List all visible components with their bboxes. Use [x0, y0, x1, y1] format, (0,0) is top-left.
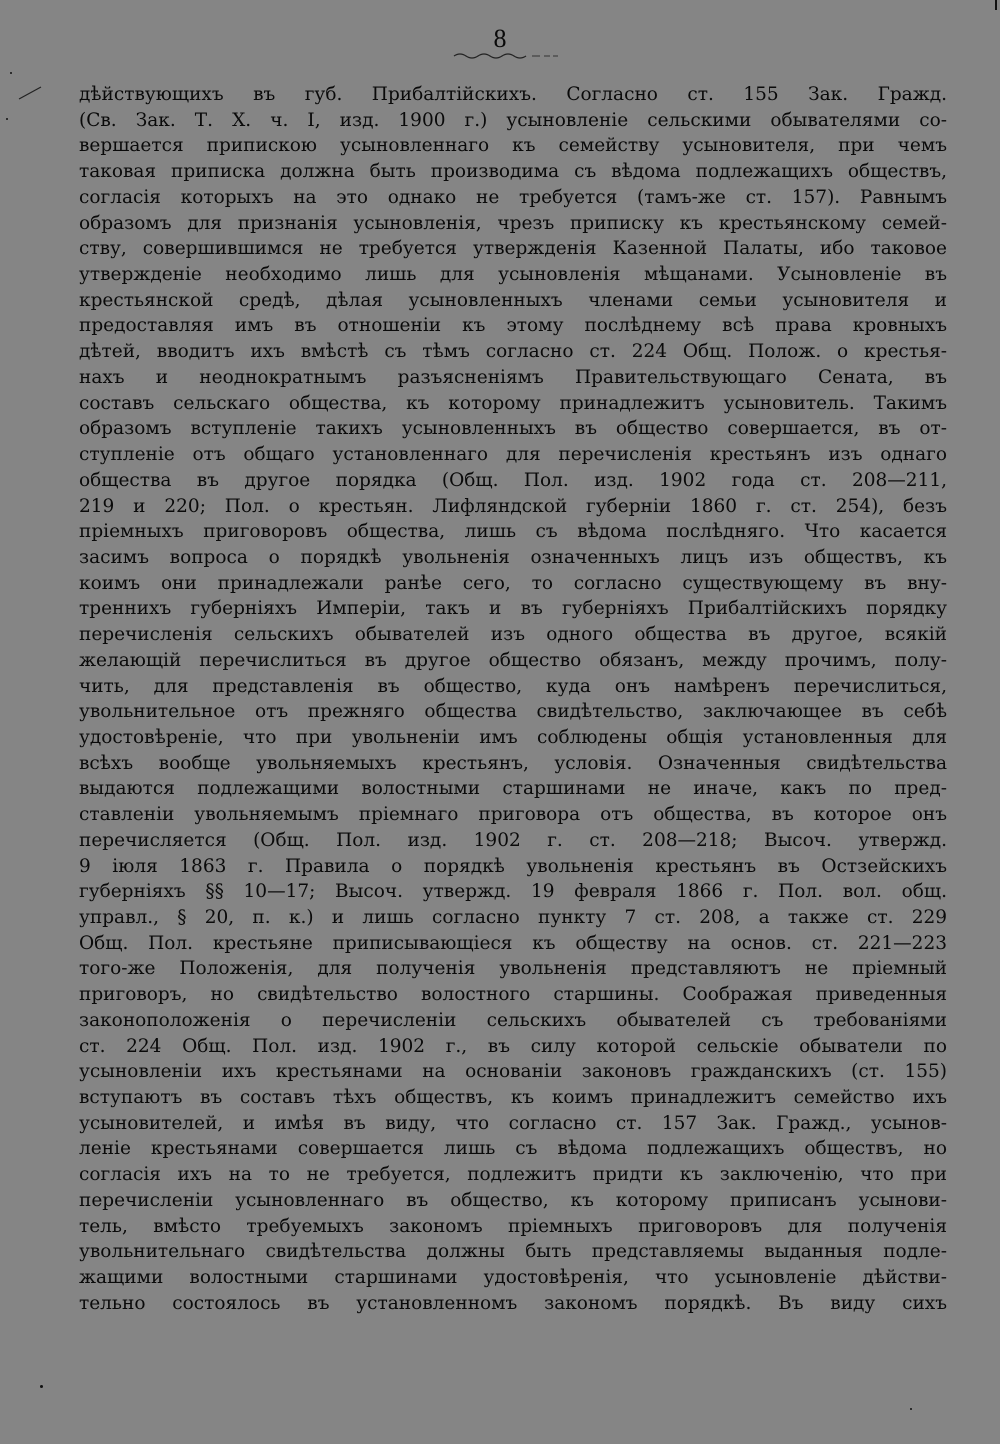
text-line: выдаются подлежащими волостными старшинами не иначе, какъ по пред-: [79, 778, 947, 800]
page-number-ornament: [452, 50, 562, 62]
text-line: тель, вмѣсто требуемыхъ закономъ пріемныхъ приговоровъ для полученія: [79, 1215, 947, 1237]
text-line: ставленіи увольняемымъ пріемнаго приговора отъ общества, въ которое онъ: [79, 804, 947, 826]
text-line: законоположенія о перечисленіи сельскихъ обывателей съ требованіями: [79, 1009, 947, 1031]
text-line: управл., § 20, п. к.) и лишь согласно пункту 7 ст. 208, а также ст. 229: [79, 907, 947, 928]
body-text: [79, 82, 947, 1400]
text-line: Общ. Пол. крестьяне приписывающіеся къ обществу на основ. ст. 221—223: [79, 932, 947, 954]
text-line: ступленіе отъ общаго установленнаго для перечисленія крестьянъ изъ однаго: [79, 444, 947, 466]
text-line: утвержденіе необходимо лишь для усыновленія мѣщанами. Усыновленіе въ: [79, 264, 947, 286]
speck: [6, 118, 8, 120]
text-line: перечисляется (Общ. Пол. изд. 1902 г. ст. 208—218; Высоч. утвержд.: [79, 829, 947, 851]
text-line: дѣйствующихъ въ губ. Прибалтійскихъ. Согласно ст. 155 Зак. Гражд.: [79, 84, 947, 105]
text-line: губерніяхъ §§ 10—17; Высоч. утвержд. 19 февраля 1866 г. Пол. вол. общ.: [79, 881, 947, 903]
text-line: составъ сельскаго общества, къ которому принадлежитъ усыновитель. Такимъ: [79, 392, 947, 414]
text-line: усыновленіи ихъ крестьянами на основаніи законовъ гражданскихъ (ст. 155): [79, 1061, 947, 1083]
text-line: 219 и 220; Пол. о крестьян. Лифляндской губерніи 1860 г. ст. 254), безъ: [79, 495, 947, 517]
text-line: (Св. Зак. Т. X. ч. I, изд. 1900 г.) усыновленіе сельскими обывателями со-: [79, 109, 947, 131]
text-line: перечисленія сельскихъ обывателей изъ одного общества въ другое, всякій: [79, 624, 947, 646]
text-line: вступаютъ въ составъ тѣхъ обществъ, къ коимъ принадлежитъ семейство ихъ: [79, 1087, 947, 1109]
text-line: таковая приписка должна быть производима съ вѣдома подлежащихъ обществъ,: [79, 161, 947, 183]
text-line: желающій перечислиться въ другое общество обязанъ, между прочимъ, полу-: [79, 649, 947, 671]
text-line: увольнительнаго свидѣтельства должны быть представляемы выданныя подле-: [79, 1241, 947, 1263]
text-line: коимъ они принадлежали ранѣе сего, то согласно существующему въ вну-: [79, 572, 947, 594]
text-line: 9 іюля 1863 г. Правила о порядкѣ увольненія крестьянъ въ Остзейскихъ: [79, 855, 947, 877]
text-line: тельно состоялось въ установленномъ закономъ порядкѣ. Въ виду сихъ: [79, 1292, 947, 1314]
page-number: 8: [493, 24, 507, 53]
text-line: перечисленіи усыновленнаго въ общество, къ которому приписанъ усынови-: [79, 1189, 947, 1211]
text-line: треннихъ губерніяхъ Имперіи, такъ и въ губерніяхъ Прибалтійскихъ порядку: [79, 598, 947, 620]
text-line: нахъ и неоднократнымъ разъясненіямъ Правительствующаго Сената, въ: [79, 366, 947, 388]
text-line: вершается припискою усыновленнаго къ семейству усыновителя, при чемъ: [79, 135, 947, 157]
text-line: общества въ другое порядка (Общ. Пол. изд. 1902 года ст. 208—211,: [79, 469, 947, 491]
speck: [40, 1385, 43, 1388]
text-line: согласія которыхъ на это однако не требуется (тамъ-же ст. 157). Равнымъ: [79, 186, 947, 208]
text-line: приговоръ, но свидѣтельство волостного старшины. Соображая приведенныя: [79, 984, 947, 1006]
text-line: засимъ вопроса о порядкѣ увольненія означенныхъ лицъ изъ обществъ, къ: [79, 546, 947, 568]
speck: [910, 1408, 912, 1410]
text-line: чить, для представленія въ общество, куда онъ намѣренъ перечислиться,: [79, 675, 947, 697]
text-line: согласія ихъ на то не требуется, подлежитъ придти къ заключенію, что при: [79, 1164, 947, 1186]
text-line: всѣхъ вообще увольняемыхъ крестьянъ, условія. Означенныя свидѣтельства: [79, 752, 947, 774]
text-line: леніе крестьянами совершается лишь съ вѣдома подлежащихъ обществъ, но: [79, 1138, 947, 1160]
text-line: жащими волостными старшинами удостовѣренія, что усыновленіе дѣйстви-: [79, 1267, 947, 1289]
text-line: ст. 224 Общ. Пол. изд. 1902 г., въ силу которой сельскіе обыватели по: [79, 1035, 947, 1057]
edge-mark: [995, 0, 997, 10]
text-line: увольнительное отъ прежняго общества свидѣтельство, заключающее въ себѣ: [79, 701, 947, 723]
text-line: образомъ для признанія усыновленія, чрезъ приписку къ крестьянскому семей-: [79, 212, 947, 234]
text-line: предоставляя имъ въ отношеніи къ этому послѣднему всѣ права кровныхъ: [79, 315, 947, 337]
text-line: удостовѣреніе, что при увольненіи имъ соблюдены общія установленныя для: [79, 726, 947, 748]
text-line: образомъ вступленіе такихъ усыновленныхъ въ общество совершается, въ от-: [79, 418, 947, 440]
speck: [10, 72, 12, 74]
text-line: пріемныхъ приговоровъ общества, лишь съ вѣдома послѣдняго. Что касается: [79, 521, 947, 543]
text-line: дѣтей, вводитъ ихъ вмѣстѣ съ тѣмъ согласно ст. 224 Общ. Полож. о крестья-: [79, 341, 947, 363]
text-line: крестьянской средѣ, дѣлая усыновленныхъ членами семьи усыновителя и: [79, 289, 947, 311]
text-line: ству, совершившимся не требуется утвержденія Казенной Палаты, ибо таковое: [79, 238, 947, 260]
text-line: усыновителей, и имѣя въ виду, что согласно ст. 157 Зак. Гражд., усынов-: [79, 1112, 947, 1134]
text-line: того-же Положенія, для полученія увольненія представляютъ не пріемный: [79, 958, 947, 980]
margin-scribble: [18, 86, 42, 100]
